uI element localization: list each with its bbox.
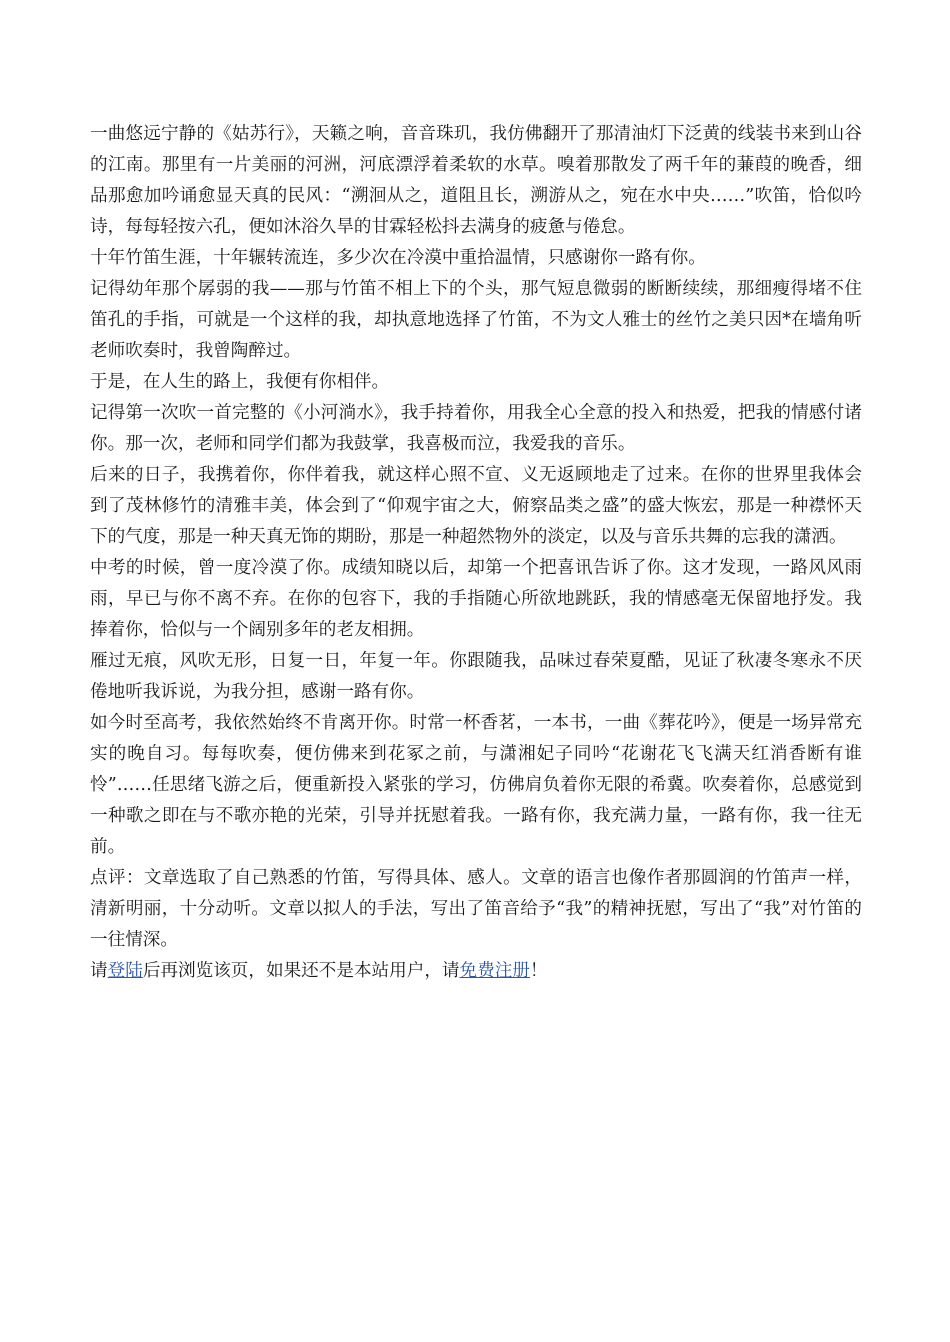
paragraph-first-song: 记得第一次吹一首完整的《小河淌水》，我手持着你，用我全心全意的投入和热爱，把我的情感付诸你。那一次，老师和同学们都为我鼓掌，我喜极而泣，我爱我的音乐。 bbox=[90, 403, 862, 454]
paragraph-exam: 中考的时候，曾一度冷漠了你。成绩知晓以后，却第一个把喜讯告诉了你。这才发现，一路风风雨雨，早已与你不离不弃。在你的包容下，我的手指随心所欲地跳跃，我的情感毫无保留地抒发。我捧着你，恰似与一个阔别多年的老友相拥。 bbox=[90, 558, 862, 640]
login-link[interactable]: 登陆 bbox=[107, 961, 143, 981]
login-notice-middle: 后再浏览该页，如果还不是本站用户，请 bbox=[142, 961, 460, 981]
login-notice bbox=[90, 956, 862, 987]
paragraph-intro: 一曲悠远宁静的《姑苏行》，天籁之响，音音珠玑，我仿佛翻开了那清油灯下泛黄的线装书来到山谷的江南。那里有一片美丽的河洲，河底漂浮着柔软的水草。嗅着那散发了两千年的蒹葭的晚香，细品那愈加吟诵愈显天真的民风：“溯洄从之，道阻且长，溯游从之，宛在水中央……”吹笛，恰似吟诗，每每轻按六孔，便如沐浴久旱的甘霖轻松抖去满身的疲惫与倦怠。 bbox=[90, 124, 862, 237]
paragraph-later-days: 后来的日子，我携着你，你伴着我，就这样心照不宣、义无返顾地走了过来。在你的世界里我体会到了茂林修竹的清雅丰美，体会到了“仰观宇宙之大，俯察品类之盛”的盛大恢宏，那是一种襟怀天下的气度，那是一种天真无饰的期盼，那是一种超然物外的淡定，以及与音乐共舞的忘我的潇洒。 bbox=[90, 465, 862, 547]
login-notice-prefix: 请 bbox=[90, 961, 108, 981]
paragraph-childhood: 记得幼年那个孱弱的我——那与竹笛不相上下的个头，那气短息微弱的断断续续，那细瘦得堵不住笛孔的手指，可就是一个这样的我，却执意地选择了竹笛，不为文人雅士的丝竹之美只因*在墙角听老师吹奏时，我曾陶醉过。 bbox=[90, 279, 862, 361]
paragraph-seasons: 雁过无痕，风吹无形，日复一日，年复一年。你跟随我，品味过春荣夏酷，见证了秋凄冬寒永不厌倦地听我诉说，为我分担，感谢一路有你。 bbox=[90, 651, 862, 702]
article-body bbox=[90, 119, 862, 987]
login-notice-suffix: ！ bbox=[529, 961, 548, 981]
paragraph-gaokao: 如今时至高考，我依然始终不肯离开你。时常一杯香茗，一本书，一曲《葬花吟》，便是一场异常充实的晚自习。每每吹奏，便仿佛来到花冢之前，与潇湘妃子同吟“花谢花飞飞满天红消香断有谁怜”……任思绪飞游之后，便重新投入紧张的学习，仿佛肩负着你无限的希冀。吹奏着你，总感觉到一种歌之即在与不歌亦艳的光荣，引导并抚慰着我。一路有你，我充满力量，一路有你，我一往无前。 bbox=[90, 713, 862, 857]
paragraph-comment: 点评：文章选取了自己熟悉的竹笛，写得具体、感人。文章的语言也像作者那圆润的竹笛声一样，清新明丽，十分动听。文章以拟人的手法，写出了笛音给予“我”的精神抚慰，写出了“我”对竹笛的一往情深。 bbox=[90, 868, 862, 950]
paragraph-companion: 于是，在人生的路上，我便有你相伴。 bbox=[90, 372, 390, 392]
register-link[interactable]: 免费注册 bbox=[459, 961, 530, 981]
paragraph-ten-years: 十年竹笛生涯，十年辗转流连，多少次在冷漠中重拾温情，只感谢你一路有你。 bbox=[90, 248, 706, 268]
